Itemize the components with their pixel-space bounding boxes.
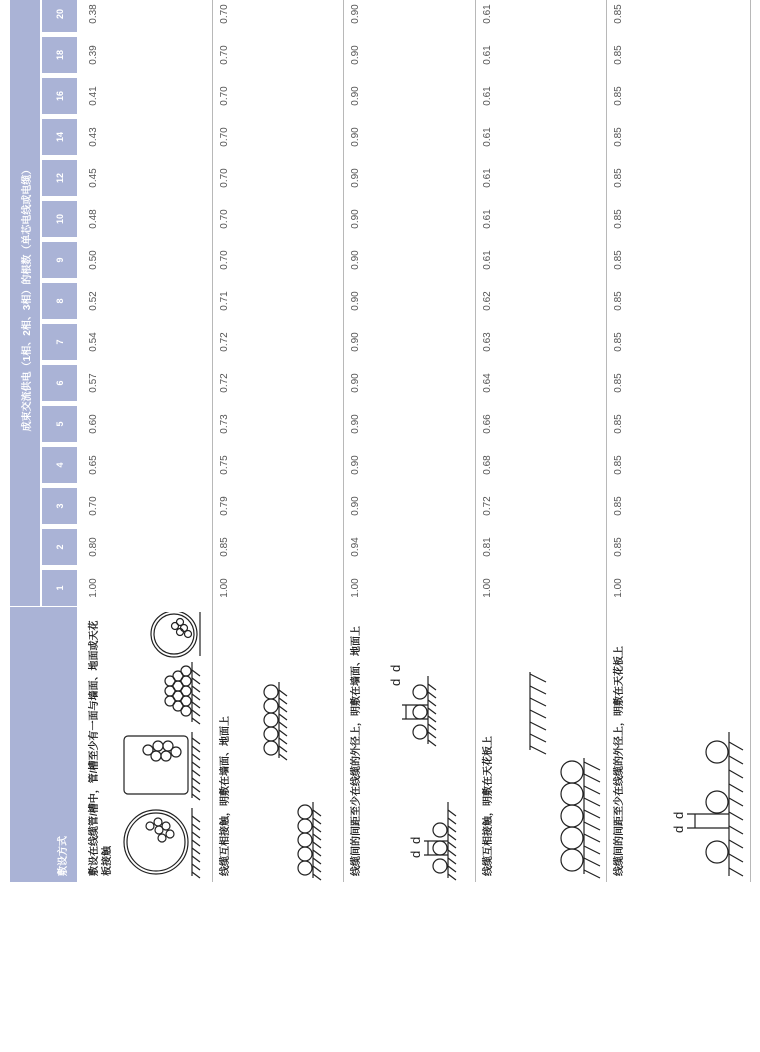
factor-value: 0.71: [219, 291, 230, 311]
factor-value: 0.75: [219, 455, 230, 475]
factor-value: 0.39: [88, 45, 99, 65]
factor-value: 0.54: [88, 332, 99, 352]
column-number-header: 9: [42, 242, 77, 278]
factor-value: 0.85: [613, 332, 624, 352]
factor-value: 0.90: [350, 127, 361, 147]
method-title: 线缆间的间距至少在线缆的外径上，明敷在墙面、地面上: [351, 626, 362, 876]
column-number-header: 18: [42, 37, 77, 73]
factor-value: 0.85: [613, 209, 624, 229]
factor-value: 0.79: [219, 496, 230, 516]
factor-value: 0.43: [88, 127, 99, 147]
factor-value: 0.90: [350, 168, 361, 188]
factor-value: 0.85: [613, 250, 624, 270]
factor-value: 0.72: [482, 496, 493, 516]
factor-value: 0.85: [613, 86, 624, 106]
column-number-header: 14: [42, 119, 77, 155]
factor-value: 0.85: [613, 4, 624, 24]
factor-value: 0.70: [88, 496, 99, 516]
derating-table: [10, 0, 750, 882]
factor-value: 0.70: [219, 4, 230, 24]
column-number-header: 7: [42, 324, 77, 360]
factor-value: 0.85: [613, 537, 624, 557]
factor-value: 0.90: [350, 250, 361, 270]
spacing-label: d: [671, 811, 686, 819]
method-title: 线缆间的间距至少在线缆的外径上，明敷在天花板上: [614, 646, 625, 876]
wall-touching-figure: [235, 612, 341, 882]
factor-value: 0.94: [350, 537, 361, 557]
method-row-ceiling-spaced: [607, 0, 751, 882]
factor-value: 0.70: [219, 250, 230, 270]
factor-value: 0.45: [88, 168, 99, 188]
factor-value: 0.73: [219, 414, 230, 434]
factor-value: 0.48: [88, 209, 99, 229]
column-number-header: 20: [42, 0, 77, 32]
column-number-header: 12: [42, 160, 77, 196]
factor-value: 0.85: [613, 45, 624, 65]
factor-value: 0.72: [219, 332, 230, 352]
column-number-header: 4: [42, 447, 77, 483]
header-group: [10, 0, 40, 606]
factor-value: 0.85: [613, 127, 624, 147]
factor-value: 1.00: [613, 578, 624, 598]
factor-value: 0.70: [219, 127, 230, 147]
factor-value: 0.70: [219, 168, 230, 188]
factor-value: 0.90: [350, 291, 361, 311]
factor-value: 0.70: [219, 209, 230, 229]
conduit-figure: [112, 612, 210, 882]
factor-value: 0.61: [482, 127, 493, 147]
header-method: [10, 607, 77, 882]
factor-value: 1.00: [219, 578, 230, 598]
column-number-header: 16: [42, 78, 77, 114]
factor-value: 0.61: [482, 86, 493, 106]
factor-value: 0.57: [88, 373, 99, 393]
column-number-header: 5: [42, 406, 77, 442]
factor-value: 0.90: [350, 496, 361, 516]
factor-value: 0.90: [350, 332, 361, 352]
factor-value: 0.90: [350, 209, 361, 229]
spacing-label: d: [388, 678, 403, 686]
wall-spaced-figure: [374, 612, 474, 882]
factor-value: 0.61: [482, 250, 493, 270]
column-number-header: 6: [42, 365, 77, 401]
factor-value: 1.00: [482, 578, 493, 598]
method-row-wall-spaced: [344, 0, 476, 882]
factor-value: 0.72: [219, 373, 230, 393]
header-group-label: 成束交流供电（1相、2相、3相）的根数（单芯电线或电缆）: [21, 164, 33, 432]
factor-value: 0.90: [350, 414, 361, 434]
factor-value: 1.00: [88, 578, 99, 598]
ceiling-touching-figure: [500, 612, 604, 882]
factor-value: 0.85: [613, 455, 624, 475]
factor-value: 0.50: [88, 250, 99, 270]
factor-value: 0.65: [88, 455, 99, 475]
method-title: 线缆互相接触，明敷在天花板上: [483, 736, 494, 876]
method-row-wall-touching: [213, 0, 344, 882]
factor-value: 0.85: [613, 373, 624, 393]
factor-value: 0.61: [482, 45, 493, 65]
method-title: 敷设在线缆管/槽中，管/槽至少有一面与墙面、地面或天花板接触: [89, 620, 113, 876]
factor-value: 0.60: [88, 414, 99, 434]
factor-value: 0.61: [482, 209, 493, 229]
spacing-label: d: [408, 850, 423, 858]
factor-value: 0.90: [350, 455, 361, 475]
factor-value: 0.64: [482, 373, 493, 393]
ceiling-spaced-figure: [637, 612, 749, 882]
factor-value: 0.52: [88, 291, 99, 311]
factor-value: 0.38: [88, 4, 99, 24]
column-number-header: 2: [42, 529, 77, 565]
factor-value: 0.62: [482, 291, 493, 311]
factor-value: 0.85: [219, 537, 230, 557]
factor-value: 0.90: [350, 45, 361, 65]
factor-value: 0.81: [482, 537, 493, 557]
column-number-header: 1: [42, 570, 77, 606]
method-row-conduit: [82, 0, 213, 882]
spacing-label: d: [388, 664, 403, 672]
spacing-label: d: [408, 836, 423, 844]
factor-value: 0.70: [219, 45, 230, 65]
factor-value: 0.90: [350, 4, 361, 24]
factor-value: 0.68: [482, 455, 493, 475]
factor-value: 1.00: [350, 578, 361, 598]
header-method-label: 敷设方式: [58, 836, 69, 876]
factor-value: 0.70: [219, 86, 230, 106]
column-number-header: 10: [42, 201, 77, 237]
spacing-label: d: [671, 825, 686, 833]
factor-value: 0.85: [613, 168, 624, 188]
factor-value: 0.85: [613, 496, 624, 516]
column-number-header: 8: [42, 283, 77, 319]
factor-value: 0.61: [482, 168, 493, 188]
method-row-ceiling-touching: [476, 0, 607, 882]
factor-value: 0.90: [350, 86, 361, 106]
factor-value: 0.63: [482, 332, 493, 352]
factor-value: 0.85: [613, 291, 624, 311]
factor-value: 0.85: [613, 414, 624, 434]
factor-value: 0.41: [88, 86, 99, 106]
factor-value: 0.80: [88, 537, 99, 557]
factor-value: 0.61: [482, 4, 493, 24]
factor-value: 0.66: [482, 414, 493, 434]
factor-value: 0.90: [350, 373, 361, 393]
column-number-header: 3: [42, 488, 77, 524]
method-title: 线缆互相接触，明敷在墙面、地面上: [220, 716, 231, 876]
